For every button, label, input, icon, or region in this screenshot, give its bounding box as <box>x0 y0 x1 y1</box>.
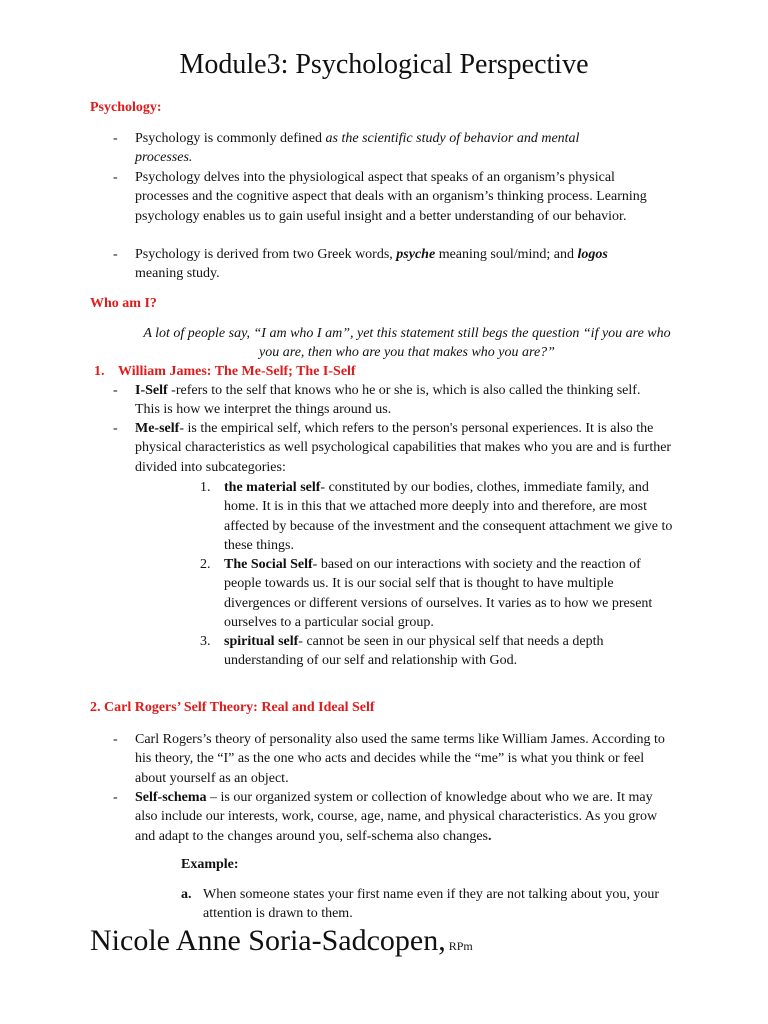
bullet-dash: - <box>113 170 118 185</box>
author-signature: Nicole Anne Soria-Sadcopen, RPm <box>90 924 473 957</box>
sub-number: 3. <box>200 634 211 649</box>
who-am-i-heading: Who am I? <box>90 296 157 311</box>
rogers-bullet-1: Carl Rogers’s theory of personality also used the same terms like William James. According to his theory, the “I” as the one who acts and decides while the “me” is what you think or feel about yourself as an object. <box>135 732 665 786</box>
meself-bullet: Me-self- is the empirical self, which refers to the person's personal experiences. It is also the physical characteristics as well psychological capabilities that makes who you are and is further divided into subcategories: <box>135 421 672 475</box>
bullet-dash: - <box>113 790 118 805</box>
bullet-dash: - <box>113 421 118 436</box>
james-number: 1. <box>94 364 105 379</box>
sub-number: 1. <box>200 480 211 495</box>
psychology-bullet-2: Psychology delves into the physiological aspect that speaks of an organism’s physical processes and the cognitive aspect that deals with an organism’s thinking process. Learning psychology enables us to gain useful insight and a better understanding of our behavior. <box>135 170 647 224</box>
psychology-bullet-1: Psychology is commonly defined as the scientific study of behavior and mental processes. <box>135 131 580 166</box>
psychology-heading: Psychology: <box>90 100 162 115</box>
who-am-i-quote: A lot of people say, “I am who I am”, yet this statement still begs the question “if you are who you are, then who are you that makes who you are?” <box>143 326 671 361</box>
james-heading: William James: The Me-Self; The I-Self <box>118 364 356 379</box>
bullet-dash: - <box>113 383 118 398</box>
rogers-heading: 2. Carl Rogers’ Self Theory: Real and Ideal Self <box>90 700 375 715</box>
bullet-dash: - <box>113 732 118 747</box>
example-label: Example: <box>181 857 239 872</box>
iself-bullet: I-Self -refers to the self that knows who he or she is, which is also called the thinking self. This is how we interpret the things around us. <box>135 383 641 418</box>
bullet-dash: - <box>113 131 118 146</box>
spiritual-self-item: spiritual self- cannot be seen in our physical self that needs a depth understanding of our self and relationship with God. <box>224 634 604 669</box>
sub-number: 2. <box>200 557 211 572</box>
bullet-dash: - <box>113 247 118 262</box>
material-self-item: the material self- constituted by our bodies, clothes, immediate family, and home. It is in this that we attached more deeply into and therefore, are most affected by because of the investment and the consequent attachment we give to these things. <box>224 480 673 553</box>
example-letter: a. <box>181 887 192 902</box>
example-text: When someone states your first name even if they are not talking about you, your attention is drawn to them. <box>203 887 660 922</box>
self-schema-bullet: Self-schema – is our organized system or collection of knowledge about who we are. It may also include our interests, work, course, age, name, and physical characteristics. As you grow and adapt to the changes around you, self-schema also changes. <box>135 790 658 844</box>
page-title: Module3: Psychological Perspective <box>179 49 589 80</box>
social-self-item: The Social Self- based on our interactions with society and the reaction of people towards us. It is our social self that is thought to have multiple divergences or different versions of ourselves. It varies as to how we present ourselves to a particular social group. <box>224 557 653 630</box>
psychology-bullet-3: Psychology is derived from two Greek words, psyche meaning soul/mind; and logos meaning study. <box>135 247 608 282</box>
